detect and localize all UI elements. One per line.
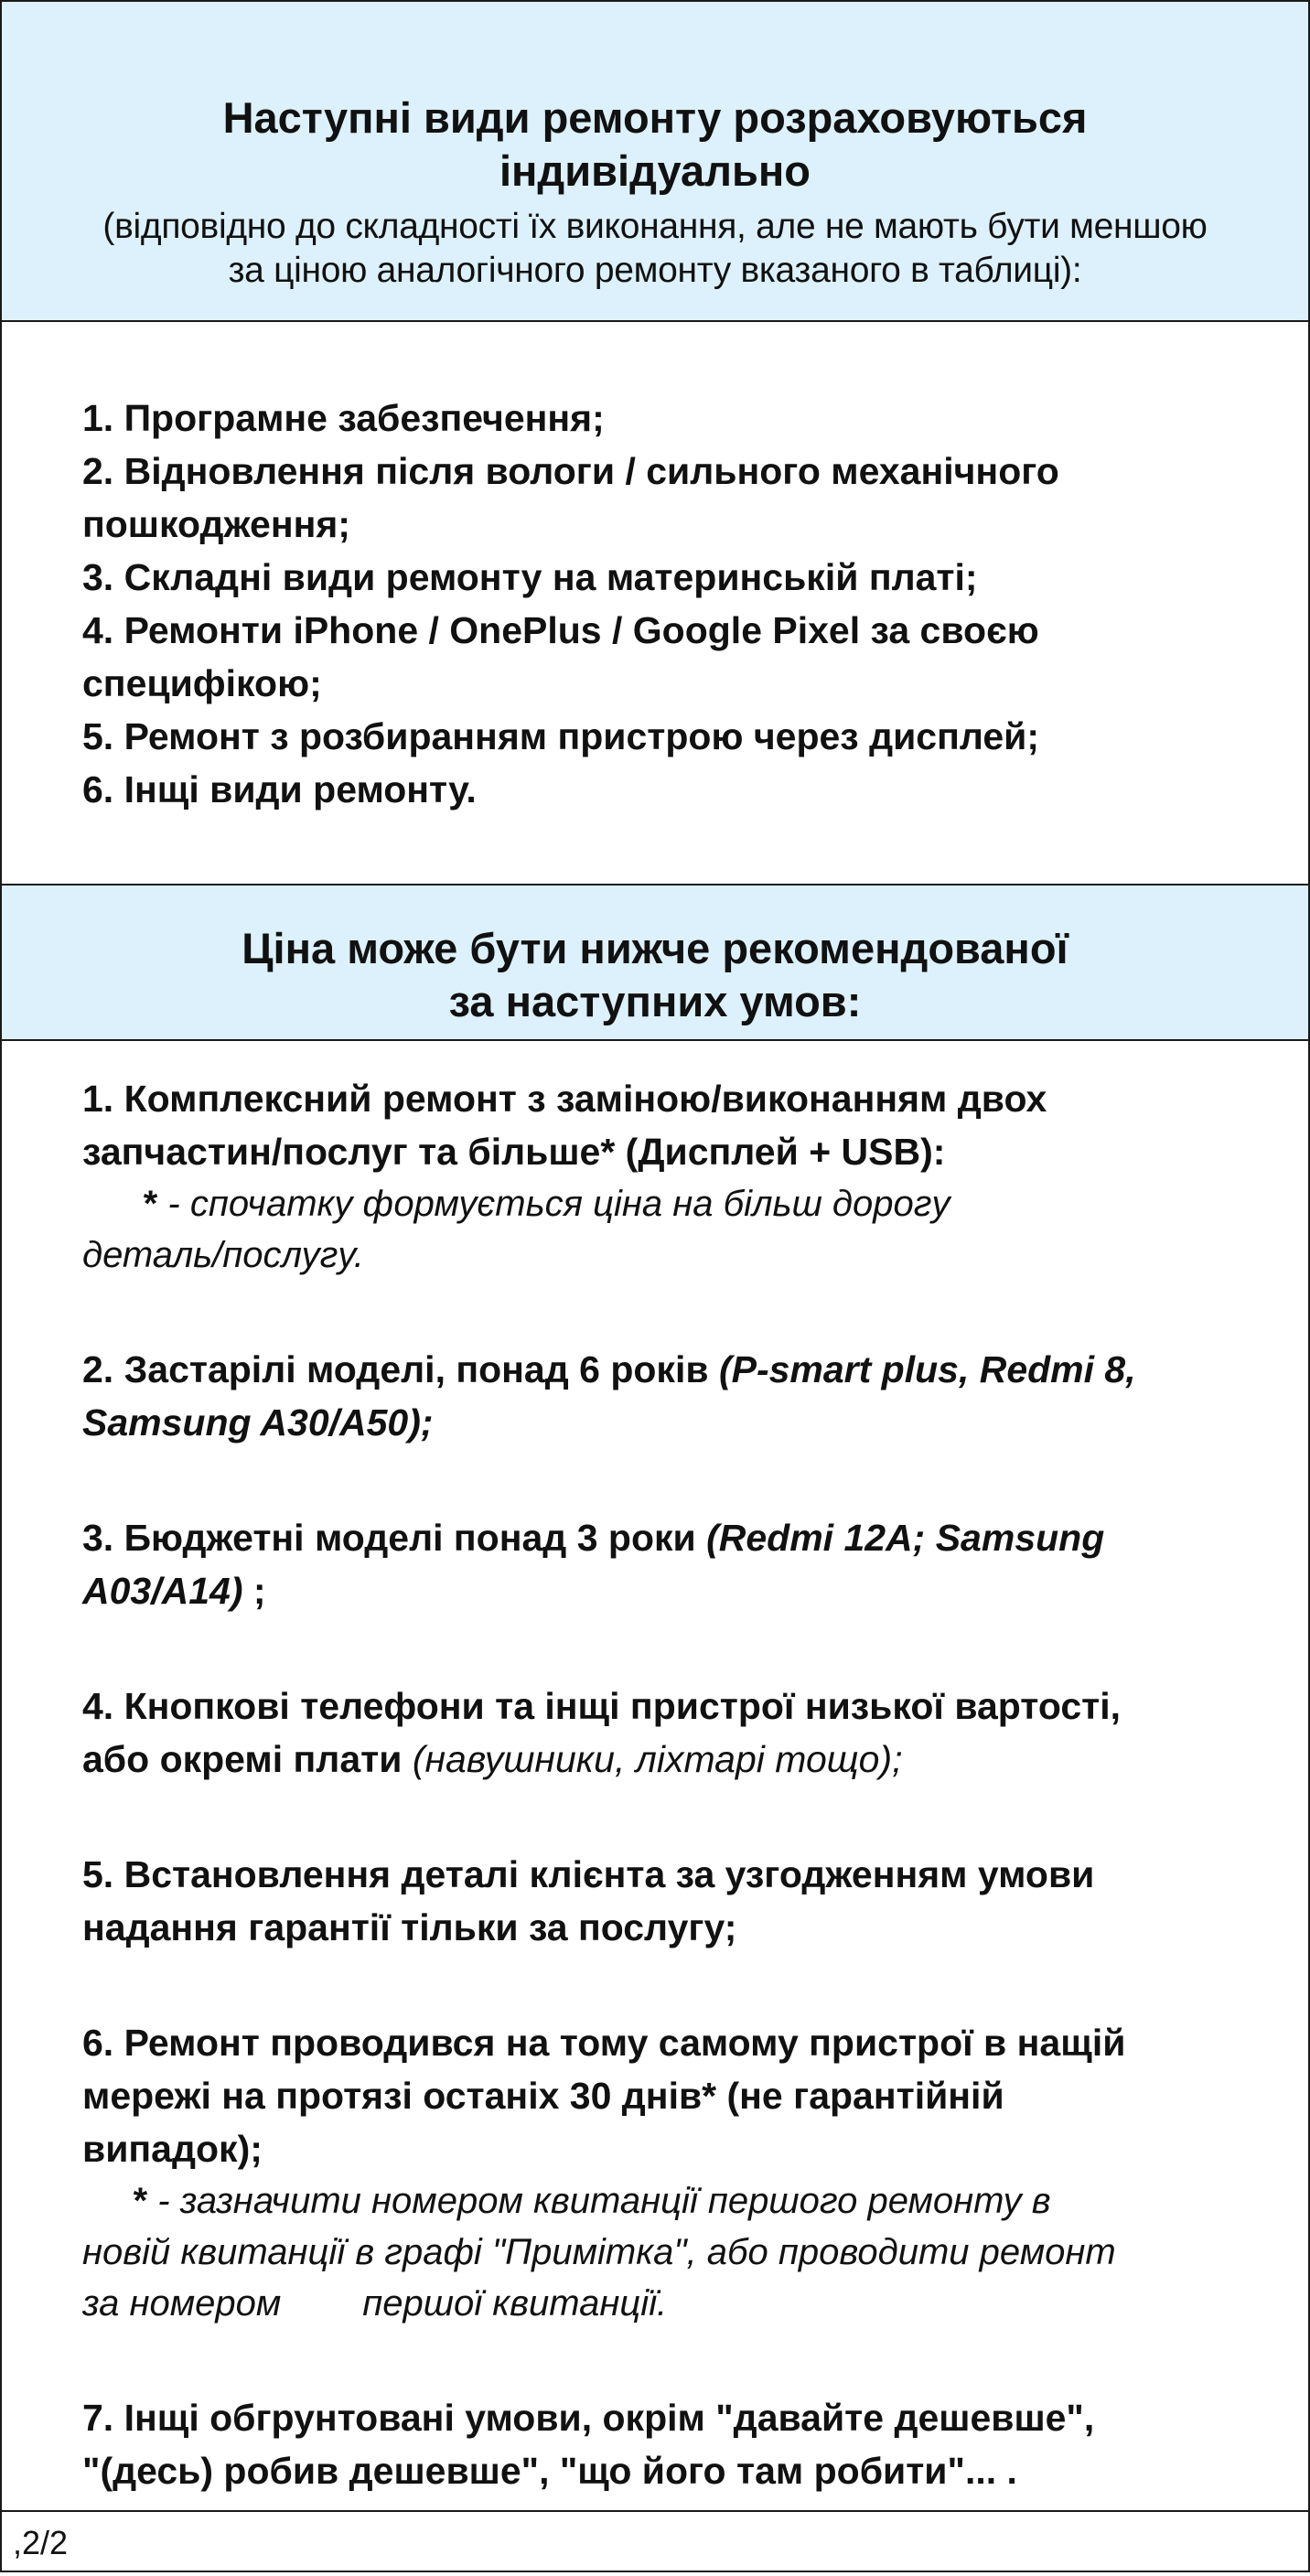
list-item: 4. Ремонти iPhone / OnePlus / Google Pixel за своєю	[82, 609, 1039, 651]
condition-7: 7. Інщі обгрунтовані умови, окрім "давайте дешевше", "(десь) робив дешевше", "що його там робити"... .	[82, 2397, 1095, 2492]
condition-2: 2. Застарілі моделі, понад 6 років (P-smart plus, Redmi 8, Samsung A30/A50);	[82, 1348, 1136, 1444]
list-item: 1. Програмне забезпечення;	[82, 397, 605, 439]
condition-6: 6. Ремонт проводився на тому самому пристрої в нащій мережі на протязі останіх 30 днів* (не гарантійній випадок); * - зазначити номером квитанції першого ремонту в новій квитанції в графі "Примітка", або проводити ремонт за номером першої квитанції.	[82, 2016, 1272, 2329]
condition-3: 3. Бюджетні моделі понад 3 роки (Redmi 12A; Samsung A03/A14) ;	[82, 1517, 1105, 1612]
section1-list	[2, 322, 1308, 884]
condition-4: 4. Кнопкові телефони та інщі пристрої низької вартості, або окремі плати (навушники, ліхтарі тощо);	[82, 1685, 1122, 1780]
section2-header	[2, 884, 1308, 1041]
section1-title: Наступні види ремонту розраховуються індивідуально	[222, 93, 1088, 195]
list-item: 6. Інщі види ремонту.	[82, 768, 477, 810]
section2-list	[2, 1041, 1308, 2497]
condition-1: 1. Комплексний ремонт з заміною/виконанням двох запчастин/послуг та більше* (Дисплей + USB): * - спочатку формується ціна на більш дорогу деталь/послугу.	[82, 1072, 1272, 1281]
section1-subtitle: (відповідно до складності їх виконання, але не мають бути меншою за ціною аналогічного ремонту вказаного в таблиці):	[102, 207, 1208, 290]
page-number: ,2/2	[13, 2524, 69, 2561]
condition-5: 5. Встановлення деталі клієнта за узгодженням умови надання гарантії тільки за послугу;	[82, 1853, 1095, 1948]
list-item: специфікою;	[82, 662, 322, 704]
section1-header	[2, 2, 1308, 322]
list-item: 5. Ремонт з розбиранням пристрою через дисплей;	[82, 715, 1040, 757]
section2-title: Ціна може бути нижче рекомендованої за наступних умов:	[242, 924, 1068, 1025]
footnote: * - спочатку формується ціна на більш дорогу	[143, 1184, 950, 1224]
footer	[0, 2510, 1310, 2576]
footnote: * - зазначити номером квитанції першого ремонту в	[133, 2181, 1051, 2221]
list-item: 2. Відновлення після вологи / сильного механічного	[82, 450, 1059, 492]
list-item: 3. Складні види ремонту на материнській платі;	[82, 556, 978, 598]
list-item: пошкодження;	[82, 503, 350, 545]
